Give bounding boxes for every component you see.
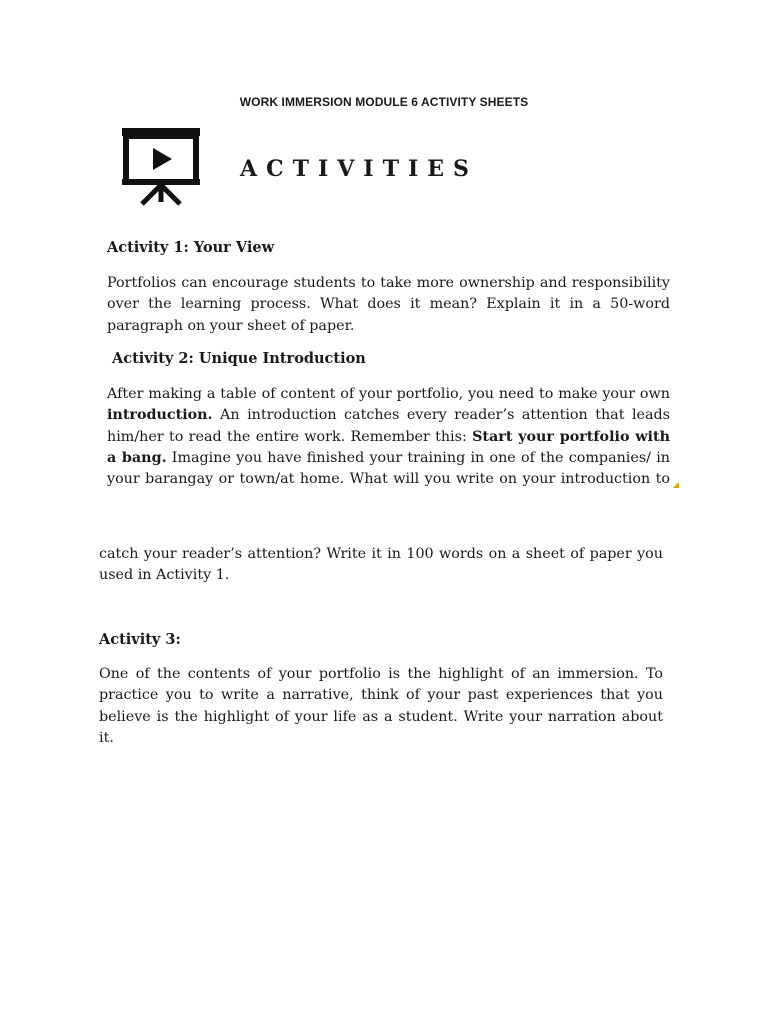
presentation-play-icon <box>118 126 204 206</box>
activity-2-body <box>107 384 670 490</box>
activities-title: ACTIVITIES <box>240 156 478 182</box>
activity-2-text-3: Imagine you have finished your training in one of the companies/ in your barangay or town/at home. What will you write on your introduction to <box>107 449 670 488</box>
comment-marker <box>673 482 679 488</box>
activity-2-text-1: After making a table of content of your portfolio, you need to make your own <box>107 386 670 402</box>
activity-2-heading: Activity 2: Unique Introduction <box>112 350 366 367</box>
activity-2-bold-introduction: introduction. <box>107 407 213 424</box>
activity-2-bold-bang: Start your portfolio with a bang. <box>107 428 670 466</box>
activity-3-body: One of the contents of your portfolio is the highlight of an immersion. To practice you to write a narrative, think of your past experiences that you believe is the highlight of your life as a student. Write your narration about it. <box>99 666 663 746</box>
page-header: WORK IMMERSION MODULE 6 ACTIVITY SHEETS <box>239 95 529 109</box>
activity-1-heading: Activity 1: Your View <box>107 239 275 256</box>
activity-3-heading: Activity 3: <box>99 631 181 648</box>
activity-2-continuation: catch your reader’s attention? Write it in 100 words on a sheet of paper you used in Activity 1. <box>99 546 663 584</box>
activity-1-body: Portfolios can encourage students to take more ownership and responsibility over the learning process. What does it mean? Explain it in a 50-word paragraph on your sheet of paper. <box>107 275 670 334</box>
activity-2-text-2: An introduction catches every reader’s attention that leads him/her to read the entire work. Remember this: <box>107 407 670 445</box>
